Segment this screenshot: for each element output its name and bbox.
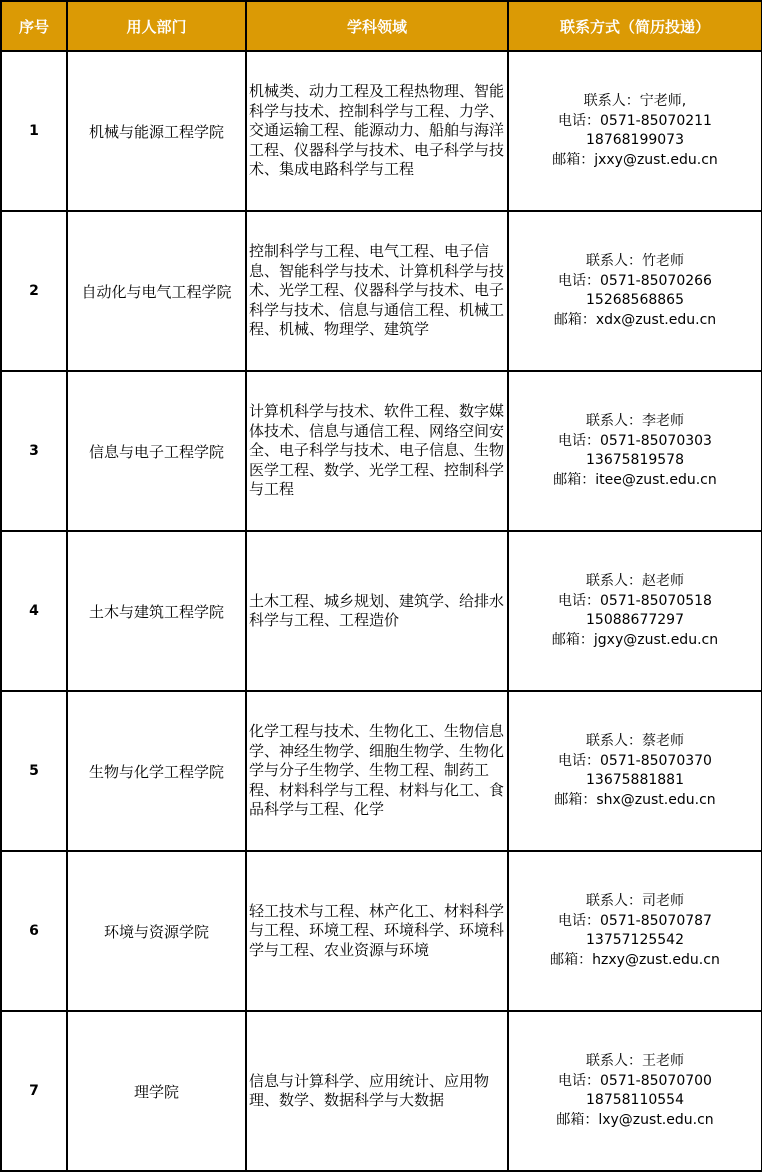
- contact-person: 联系人：王老师: [586, 1053, 684, 1069]
- contact-person: 联系人：司老师: [586, 893, 684, 909]
- contact-person: 联系人：蔡老师: [586, 733, 684, 749]
- contact-email: 邮箱：jxxy@zust.edu.cn: [552, 151, 718, 168]
- row-fields: 轻工技术与工程、林产化工、材料科学与工程、环境工程、环境科学、环境科学与工程、农业资源与环境: [246, 851, 508, 1011]
- row-contact: [508, 851, 762, 1011]
- contact-mobile: 13675819578: [586, 452, 684, 468]
- contact-email: 邮箱：lxy@zust.edu.cn: [556, 1111, 714, 1128]
- header-department: 用人部门: [67, 1, 246, 51]
- contact-phone: 电话：0571-85070370: [558, 752, 712, 769]
- header-index: 序号: [1, 1, 67, 51]
- row-fields: 土木工程、城乡规划、建筑学、给排水科学与工程、工程造价: [246, 531, 508, 691]
- row-department: 信息与电子工程学院: [67, 371, 246, 531]
- row-index: 3: [1, 371, 67, 531]
- contact-phone: 电话：0571-85070303: [558, 432, 712, 449]
- table-row: [1, 51, 762, 211]
- table-row: [1, 851, 762, 1011]
- row-index: 2: [1, 211, 67, 371]
- row-index: 5: [1, 691, 67, 851]
- contact-mobile: 18768199073: [586, 132, 684, 148]
- header-row: [1, 1, 762, 51]
- header-fields: 学科领域: [246, 1, 508, 51]
- contact-email: 邮箱：shx@zust.edu.cn: [554, 791, 716, 808]
- contact-email: 邮箱：itee@zust.edu.cn: [553, 471, 717, 488]
- contact-mobile: 15268568865: [586, 292, 684, 308]
- table-row: [1, 211, 762, 371]
- header-contact: 联系方式（简历投递）: [508, 1, 762, 51]
- row-department: 理学院: [67, 1011, 246, 1171]
- row-contact: [508, 691, 762, 851]
- table-header: [1, 1, 762, 51]
- table-row: [1, 1011, 762, 1171]
- row-fields: 机械类、动力工程及工程热物理、智能科学与技术、控制科学与工程、力学、交通运输工程、能源动力、船舶与海洋工程、仪器科学与技术、电子科学与技术、集成电路科学与工程: [246, 51, 508, 211]
- contact-phone: 电话：0571-85070266: [558, 272, 712, 289]
- contact-phone: 电话：0571-85070787: [558, 912, 712, 929]
- row-contact: [508, 1011, 762, 1171]
- row-contact: [508, 211, 762, 371]
- row-contact: [508, 531, 762, 691]
- row-index: 4: [1, 531, 67, 691]
- table-row: [1, 691, 762, 851]
- row-department: 土木与建筑工程学院: [67, 531, 246, 691]
- row-fields: 信息与计算科学、应用统计、应用物理、数学、数据科学与大数据: [246, 1011, 508, 1171]
- table-row: [1, 371, 762, 531]
- contact-person: 联系人：李老师: [586, 413, 684, 429]
- contact-phone: 电话：0571-85070518: [558, 592, 712, 609]
- row-index: 7: [1, 1011, 67, 1171]
- row-department: 生物与化学工程学院: [67, 691, 246, 851]
- contact-person: 联系人：宁老师,: [583, 93, 687, 109]
- contact-phone: 电话：0571-85070700: [558, 1072, 712, 1089]
- row-fields: 计算机科学与技术、软件工程、数字媒体技术、信息与通信工程、网络空间安全、电子科学与技术、电子信息、生物医学工程、数学、光学工程、控制科学与工程: [246, 371, 508, 531]
- contact-email: 邮箱：xdx@zust.edu.cn: [553, 311, 717, 328]
- row-department: 环境与资源学院: [67, 851, 246, 1011]
- contact-mobile: 13675881881: [586, 772, 684, 788]
- row-department: 自动化与电气工程学院: [67, 211, 246, 371]
- table-body: [1, 51, 762, 1171]
- row-fields: 控制科学与工程、电气工程、电子信息、智能科学与技术、计算机科学与技术、光学工程、仪器科学与技术、电子科学与技术、信息与通信工程、机械工程、机械、物理学、建筑学: [246, 211, 508, 371]
- row-contact: [508, 371, 762, 531]
- contact-email: 邮箱：jgxy@zust.edu.cn: [551, 631, 719, 648]
- contact-mobile: 18758110554: [586, 1092, 684, 1108]
- row-index: 6: [1, 851, 67, 1011]
- table-row: [1, 531, 762, 691]
- row-index: 1: [1, 51, 67, 211]
- contact-person: 联系人：竹老师: [586, 253, 684, 269]
- contact-mobile: 15088677297: [586, 612, 684, 628]
- contact-person: 联系人：赵老师: [586, 573, 684, 589]
- contact-mobile: 13757125542: [586, 932, 684, 948]
- row-contact: [508, 51, 762, 211]
- contact-email: 邮箱：hzxy@zust.edu.cn: [550, 951, 720, 968]
- contact-phone: 电话：0571-85070211: [558, 112, 712, 129]
- row-department: 机械与能源工程学院: [67, 51, 246, 211]
- row-fields: 化学工程与技术、生物化工、生物信息学、神经生物学、细胞生物学、生物化学与分子生物学、生物工程、制药工程、材料科学与工程、材料与化工、食品科学与工程、化学: [246, 691, 508, 851]
